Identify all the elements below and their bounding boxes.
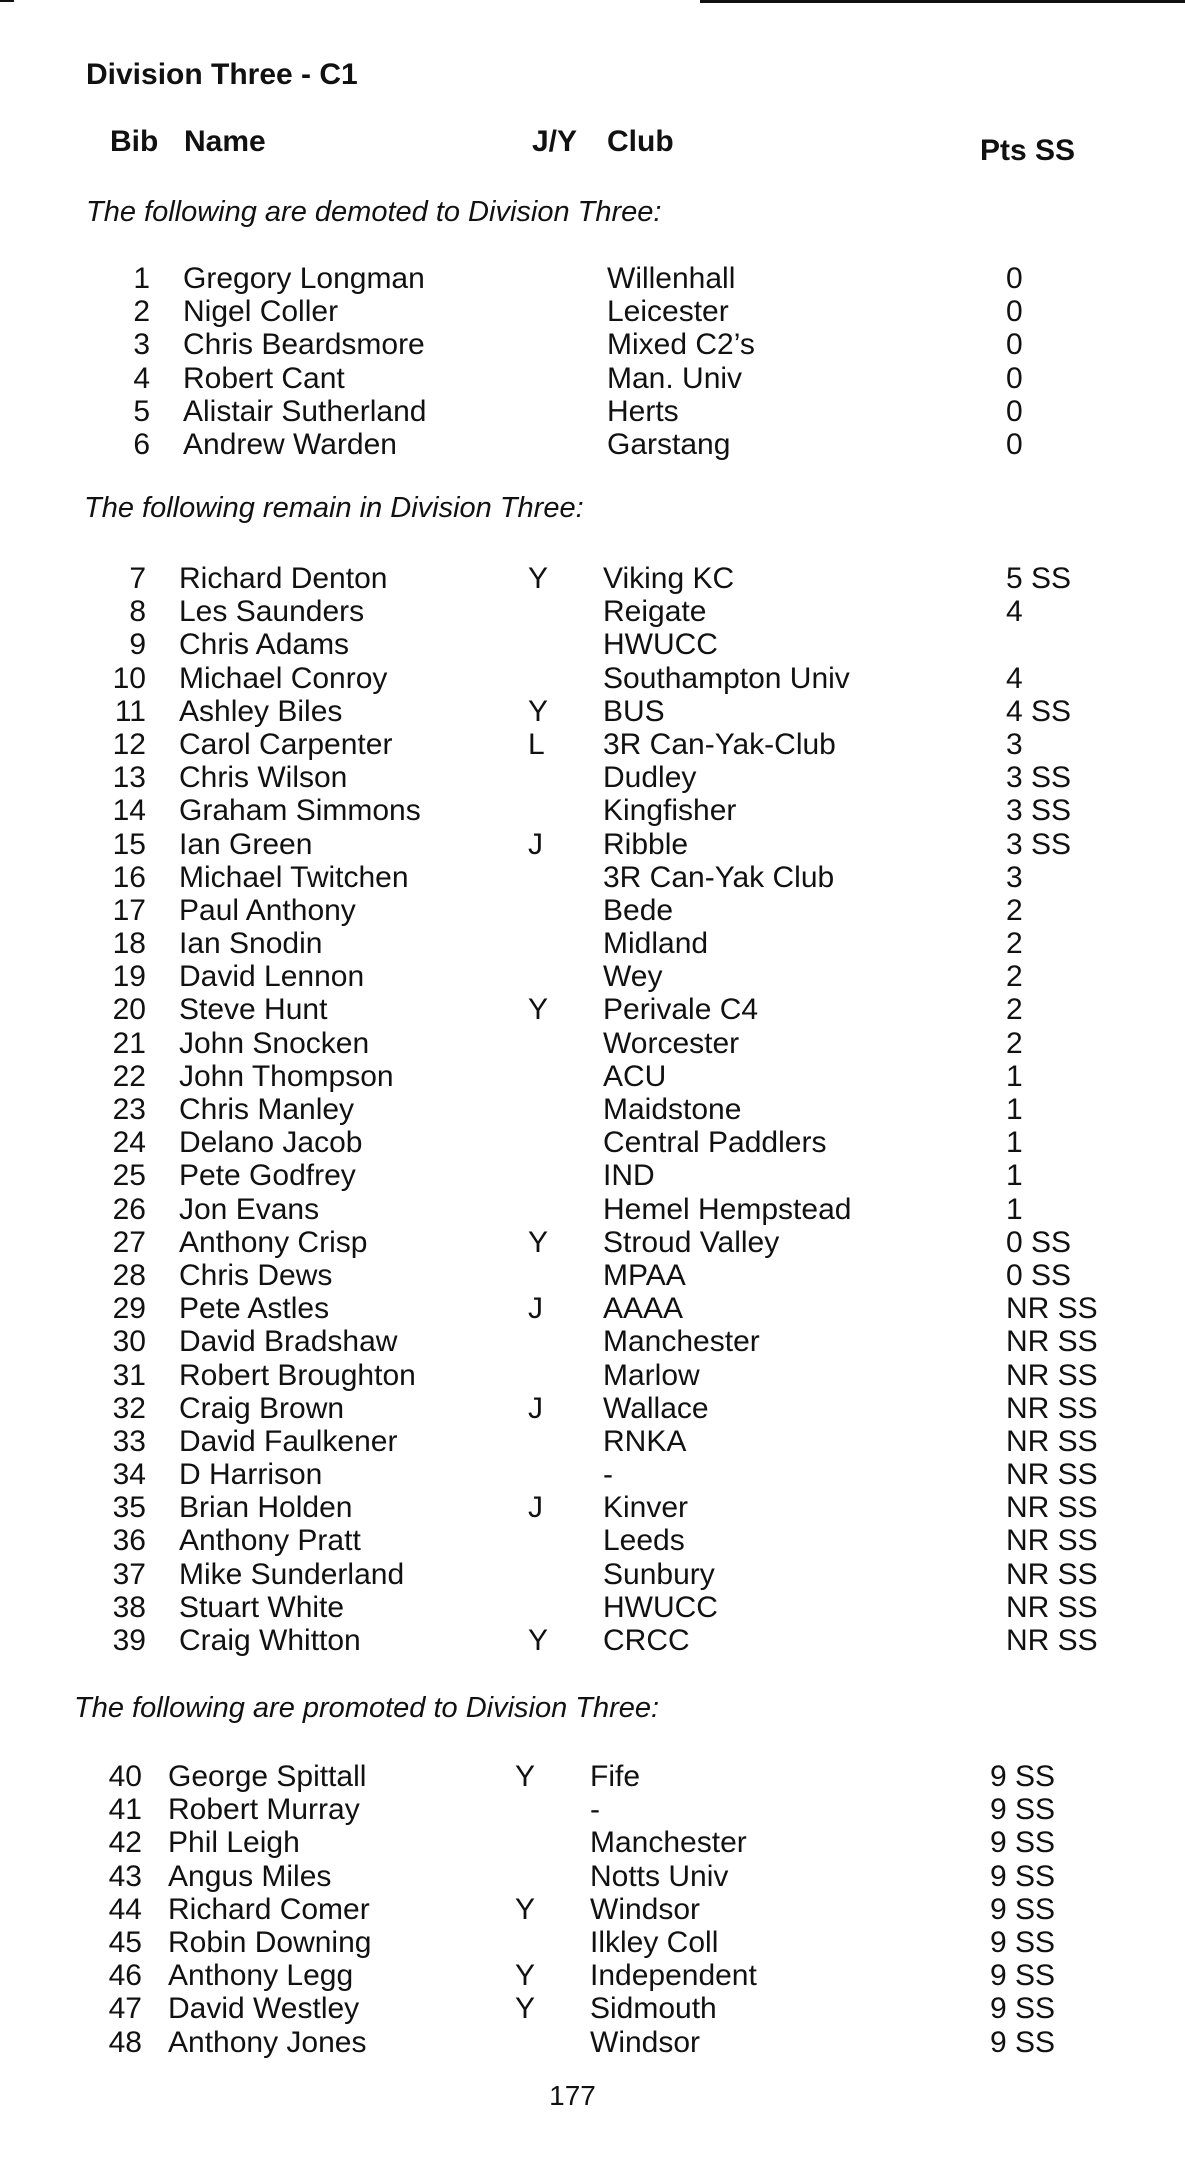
list-item: [0, 1193, 1185, 1226]
entry-bib: 3: [133, 328, 150, 362]
list-item: [0, 1926, 1185, 1959]
list-item: [0, 428, 1185, 461]
entry-name: Craig Brown: [179, 1391, 345, 1425]
entry-club: -: [590, 1793, 600, 1827]
entry-bib: 38: [112, 1590, 146, 1624]
entry-bib: 16: [112, 860, 146, 894]
list-item: [0, 562, 1185, 595]
list-item: [0, 1893, 1185, 1926]
entry-jy: J: [528, 1491, 543, 1525]
entry-name: Robert Broughton: [179, 1358, 416, 1392]
section-heading-demoted: The following are demoted to Division Three:: [86, 196, 662, 228]
list-item: [0, 295, 1185, 328]
entry-name: Anthony Pratt: [179, 1524, 361, 1558]
entry-club: IND: [603, 1159, 655, 1193]
entry-name: Phil Leigh: [168, 1826, 300, 1860]
entry-name: John Thompson: [179, 1059, 394, 1093]
entry-pts: 3: [1006, 727, 1023, 761]
entry-club: Ilkley Coll: [590, 1925, 719, 1959]
entry-name: Craig Whitton: [179, 1624, 361, 1657]
entry-name: Michael Twitchen: [179, 860, 409, 894]
header-club: Club: [607, 125, 674, 158]
list-item: [0, 1624, 1185, 1657]
entry-pts: 1: [1006, 1159, 1023, 1193]
scan-corner-mark: [0, 0, 14, 8]
entry-bib: 36: [112, 1524, 146, 1558]
list-item: [0, 1591, 1185, 1624]
entry-pts: NR SS: [1006, 1624, 1098, 1657]
list-item: [0, 828, 1185, 861]
page-number: 177: [549, 2080, 596, 2111]
entry-pts: NR SS: [1006, 1391, 1098, 1425]
entry-bib: 4: [133, 361, 150, 395]
entry-pts: 3: [1006, 860, 1023, 894]
entry-name: Pete Astles: [179, 1292, 330, 1326]
list-item: [0, 1093, 1185, 1126]
entry-club: Manchester: [603, 1325, 760, 1359]
entry-bib: 24: [112, 1126, 146, 1160]
entry-club: Sunbury: [603, 1557, 715, 1591]
entry-bib: 29: [112, 1292, 146, 1326]
list-item: [0, 927, 1185, 960]
entry-name: Steve Hunt: [179, 993, 328, 1027]
entry-club: Midland: [603, 927, 709, 961]
entry-pts: 1: [1006, 1126, 1023, 1160]
entry-pts: 4: [1006, 595, 1023, 629]
entry-bib: 31: [112, 1358, 146, 1392]
entry-club: Sidmouth: [590, 1992, 717, 2026]
entry-jy: Y: [528, 993, 549, 1027]
entry-pts: 9 SS: [990, 1992, 1056, 2026]
entry-pts: 4 SS: [1006, 694, 1072, 728]
entry-club: Central Paddlers: [603, 1126, 827, 1160]
list-item: [0, 1458, 1185, 1491]
entry-club: MPAA: [603, 1258, 686, 1292]
entry-pts: 9 SS: [990, 1760, 1056, 1793]
entry-pts: 0 SS: [1006, 1225, 1072, 1259]
section-heading-promoted: The following are promoted to Division Three:: [74, 1692, 660, 1724]
entry-name: Ashley Biles: [179, 694, 343, 728]
list-item: [0, 2026, 1185, 2059]
list-item: [0, 761, 1185, 794]
list-item: [0, 1992, 1185, 2025]
entry-bib: 21: [112, 1026, 146, 1060]
list-item: [0, 395, 1185, 428]
entry-club: Bede: [603, 893, 674, 927]
list-item: [0, 1524, 1185, 1557]
entry-pts: 0 SS: [1006, 1258, 1072, 1292]
list-item: [0, 1558, 1185, 1591]
list-item: [0, 1826, 1185, 1859]
entry-pts: 9 SS: [990, 1892, 1056, 1926]
entry-name: Robert Murray: [168, 1793, 360, 1827]
entry-name: Chris Wilson: [179, 761, 348, 795]
entry-name: Alistair Sutherland: [183, 394, 427, 428]
list-item: [0, 262, 1185, 295]
entry-name: Chris Beardsmore: [183, 328, 425, 362]
entry-name: Anthony Crisp: [179, 1225, 368, 1259]
entry-pts: 2: [1006, 893, 1023, 927]
entry-club: Maidstone: [603, 1093, 742, 1126]
entry-bib: 18: [112, 927, 146, 961]
entry-pts: 9 SS: [990, 2025, 1056, 2059]
entry-club: BUS: [603, 694, 665, 728]
entry-club: HWUCC: [603, 628, 718, 662]
entry-name: David Westley: [168, 1992, 360, 2026]
entry-name: Angus Miles: [168, 1859, 332, 1893]
entry-pts: NR SS: [1006, 1325, 1098, 1359]
entry-pts: 1: [1006, 1059, 1023, 1093]
section-heading-remain: The following remain in Division Three:: [84, 492, 584, 524]
entry-bib: 35: [112, 1491, 146, 1525]
entry-bib: 26: [112, 1192, 146, 1226]
entry-name: Graham Simmons: [179, 794, 421, 828]
entry-pts: NR SS: [1006, 1292, 1098, 1326]
entry-jy: J: [528, 1391, 543, 1425]
entry-name: Nigel Coller: [183, 295, 339, 329]
list-item: [0, 993, 1185, 1026]
list-item: [0, 362, 1185, 395]
entry-club: Mixed C2’s: [607, 328, 755, 362]
entry-club: Dudley: [603, 761, 697, 795]
entry-bib: 41: [108, 1793, 142, 1827]
page-title: Division Three - C1: [86, 58, 358, 91]
entry-bib: 8: [129, 595, 146, 629]
entry-pts: 1: [1006, 1093, 1023, 1126]
list-item: [0, 728, 1185, 761]
list-item: [0, 1491, 1185, 1524]
entry-name: Chris Manley: [179, 1093, 355, 1126]
list-item: [0, 894, 1185, 927]
entry-pts: NR SS: [1006, 1424, 1098, 1458]
entry-pts: NR SS: [1006, 1491, 1098, 1525]
list-item: [0, 328, 1185, 361]
list-item: [0, 960, 1185, 993]
entry-name: Mike Sunderland: [179, 1557, 405, 1591]
entry-pts: 3 SS: [1006, 827, 1072, 861]
entry-bib: 39: [112, 1624, 146, 1657]
header-name: Name: [184, 125, 266, 158]
entry-name: David Bradshaw: [179, 1325, 398, 1359]
entry-bib: 32: [112, 1391, 146, 1425]
entry-jy: Y: [528, 694, 549, 728]
entry-club: Notts Univ: [590, 1859, 729, 1893]
entry-name: Richard Denton: [179, 562, 388, 595]
entry-bib: 22: [112, 1059, 146, 1093]
entry-name: Chris Adams: [179, 628, 350, 662]
entry-bib: 28: [112, 1258, 146, 1292]
entry-bib: 1: [133, 262, 150, 295]
list-item: [0, 1959, 1185, 1992]
entry-bib: 48: [108, 2025, 142, 2059]
entry-pts: 2: [1006, 927, 1023, 961]
entry-name: Stuart White: [179, 1590, 345, 1624]
entry-jy: Y: [528, 562, 549, 595]
entry-pts: 3 SS: [1006, 761, 1072, 795]
entry-bib: 17: [112, 893, 146, 927]
entry-pts: 0: [1006, 295, 1023, 329]
entry-pts: 9 SS: [990, 1959, 1056, 1993]
remain-list: [0, 562, 1185, 1657]
entry-pts: 2: [1006, 1026, 1023, 1060]
entry-club: Manchester: [590, 1826, 747, 1860]
entry-club: 3R Can-Yak Club: [603, 860, 835, 894]
entry-bib: 5: [133, 394, 150, 428]
entry-pts: 0: [1006, 262, 1023, 295]
entry-pts: 0: [1006, 427, 1023, 461]
entry-jy: J: [528, 1292, 543, 1326]
entry-pts: NR SS: [1006, 1524, 1098, 1558]
entry-pts: 5 SS: [1006, 562, 1072, 595]
entry-club: Stroud Valley: [603, 1225, 780, 1259]
entry-name: Ian Green: [179, 827, 313, 861]
entry-name: Richard Comer: [168, 1892, 370, 1926]
entry-club: Windsor: [590, 2025, 701, 2059]
entry-pts: NR SS: [1006, 1590, 1098, 1624]
entry-bib: 46: [108, 1959, 142, 1993]
entry-bib: 12: [112, 727, 146, 761]
list-item: [0, 1359, 1185, 1392]
entry-bib: 10: [112, 661, 146, 695]
entry-pts: 3 SS: [1006, 794, 1072, 828]
list-item: [0, 1226, 1185, 1259]
entry-pts: 0: [1006, 361, 1023, 395]
list-item: [0, 1126, 1185, 1159]
entry-pts: 2: [1006, 960, 1023, 994]
entry-bib: 14: [112, 794, 146, 828]
entry-pts: 4: [1006, 661, 1023, 695]
entry-name: John Snocken: [179, 1026, 370, 1060]
entry-club: RNKA: [603, 1424, 687, 1458]
entry-club: Leeds: [603, 1524, 685, 1558]
list-item: [0, 1860, 1185, 1893]
entry-jy: Y: [515, 1959, 536, 1993]
entry-jy: Y: [528, 1624, 549, 1657]
scan-edge-line: [700, 0, 1185, 3]
entry-club: Man. Univ: [607, 361, 743, 395]
entry-pts: NR SS: [1006, 1557, 1098, 1591]
entry-pts: 1: [1006, 1192, 1023, 1226]
header-pts: Pts SS: [980, 134, 1076, 167]
entry-name: Andrew Warden: [183, 427, 397, 461]
entry-pts: 2: [1006, 993, 1023, 1027]
entry-jy: Y: [515, 1892, 536, 1926]
entry-pts: 9 SS: [990, 1859, 1056, 1893]
entry-club: AAAA: [603, 1292, 684, 1326]
entry-bib: 19: [112, 960, 146, 994]
list-item: [0, 628, 1185, 661]
entry-bib: 44: [108, 1892, 142, 1926]
list-item: [0, 1060, 1185, 1093]
entry-bib: 43: [108, 1859, 142, 1893]
entry-club: Reigate: [603, 595, 707, 629]
entry-bib: 15: [112, 827, 146, 861]
entry-name: D Harrison: [179, 1458, 323, 1492]
list-item: [0, 1392, 1185, 1425]
entry-name: Michael Conroy: [179, 661, 388, 695]
entry-club: Marlow: [603, 1358, 700, 1392]
entry-name: Carol Carpenter: [179, 727, 393, 761]
entry-name: Paul Anthony: [179, 893, 356, 927]
entry-bib: 30: [112, 1325, 146, 1359]
entry-club: -: [603, 1458, 613, 1492]
entry-pts: 9 SS: [990, 1925, 1056, 1959]
entry-name: Brian Holden: [179, 1491, 353, 1525]
list-item: [0, 695, 1185, 728]
entry-pts: NR SS: [1006, 1458, 1098, 1492]
entry-name: Ian Snodin: [179, 927, 323, 961]
entry-bib: 40: [108, 1760, 142, 1793]
entry-pts: 9 SS: [990, 1826, 1056, 1860]
entry-club: Southampton Univ: [603, 661, 850, 695]
demoted-list: [0, 262, 1185, 461]
entry-club: Leicester: [607, 295, 729, 329]
entry-club: Kinver: [603, 1491, 689, 1525]
entry-bib: 9: [129, 628, 146, 662]
entry-name: Anthony Jones: [168, 2025, 367, 2059]
entry-pts: 0: [1006, 328, 1023, 362]
entry-club: Worcester: [603, 1026, 740, 1060]
entry-name: Delano Jacob: [179, 1126, 363, 1160]
entry-pts: 0: [1006, 394, 1023, 428]
entry-bib: 20: [112, 993, 146, 1027]
list-item: [0, 595, 1185, 628]
entry-jy: Y: [515, 1992, 536, 2026]
entry-bib: 13: [112, 761, 146, 795]
entry-bib: 2: [133, 295, 150, 329]
entry-bib: 42: [108, 1826, 142, 1860]
entry-jy: J: [528, 827, 543, 861]
entry-club: Willenhall: [607, 262, 736, 295]
entry-jy: Y: [528, 1225, 549, 1259]
entry-bib: 11: [114, 694, 146, 728]
entry-jy: L: [528, 727, 545, 761]
list-item: [0, 1325, 1185, 1358]
entry-club: HWUCC: [603, 1590, 718, 1624]
entry-pts: 9 SS: [990, 1793, 1056, 1827]
entry-name: Pete Godfrey: [179, 1159, 356, 1193]
list-item: [0, 1793, 1185, 1826]
entry-jy: Y: [515, 1760, 536, 1793]
entry-club: Kingfisher: [603, 794, 737, 828]
entry-club: CRCC: [603, 1624, 690, 1657]
list-item: [0, 794, 1185, 827]
entry-bib: 6: [133, 427, 150, 461]
list-item: [0, 861, 1185, 894]
entry-name: Chris Dews: [179, 1258, 333, 1292]
entry-bib: 45: [108, 1925, 142, 1959]
entry-name: George Spittall: [168, 1760, 367, 1793]
entry-club: 3R Can-Yak-Club: [603, 727, 836, 761]
entry-name: Robert Cant: [183, 361, 345, 395]
entry-club: Wey: [603, 960, 663, 994]
promoted-list: [0, 1760, 1185, 2059]
entry-club: Ribble: [603, 827, 689, 861]
list-item: [0, 1760, 1185, 1793]
entry-club: Independent: [590, 1959, 757, 1993]
entry-club: Hemel Hempstead: [603, 1192, 852, 1226]
list-item: [0, 662, 1185, 695]
list-item: [0, 1292, 1185, 1325]
entry-club: Windsor: [590, 1892, 701, 1926]
header-jy: J/Y: [532, 125, 578, 158]
entry-bib: 34: [112, 1458, 146, 1492]
entry-club: ACU: [603, 1059, 667, 1093]
entry-club: Perivale C4: [603, 993, 759, 1027]
entry-name: Gregory Longman: [183, 262, 425, 295]
entry-bib: 25: [112, 1159, 146, 1193]
entry-pts: NR SS: [1006, 1358, 1098, 1392]
list-item: [0, 1425, 1185, 1458]
entry-club: Fife: [590, 1760, 641, 1793]
entry-name: David Lennon: [179, 960, 365, 994]
entry-club: Wallace: [603, 1391, 709, 1425]
entry-bib: 7: [129, 562, 146, 595]
list-item: [0, 1259, 1185, 1292]
entry-club: Herts: [607, 394, 679, 428]
list-item: [0, 1159, 1185, 1192]
entry-name: Les Saunders: [179, 595, 365, 629]
entry-bib: 47: [108, 1992, 142, 2026]
header-bib: Bib: [110, 125, 159, 158]
entry-club: Viking KC: [603, 562, 735, 595]
entry-bib: 37: [112, 1557, 146, 1591]
entry-bib: 23: [112, 1093, 146, 1126]
list-item: [0, 1027, 1185, 1060]
entry-name: Jon Evans: [179, 1192, 320, 1226]
entry-bib: 33: [112, 1424, 146, 1458]
entry-name: David Faulkener: [179, 1424, 398, 1458]
entry-name: Anthony Legg: [168, 1959, 354, 1993]
entry-name: Robin Downing: [168, 1925, 372, 1959]
entry-bib: 27: [112, 1225, 146, 1259]
entry-club: Garstang: [607, 427, 731, 461]
